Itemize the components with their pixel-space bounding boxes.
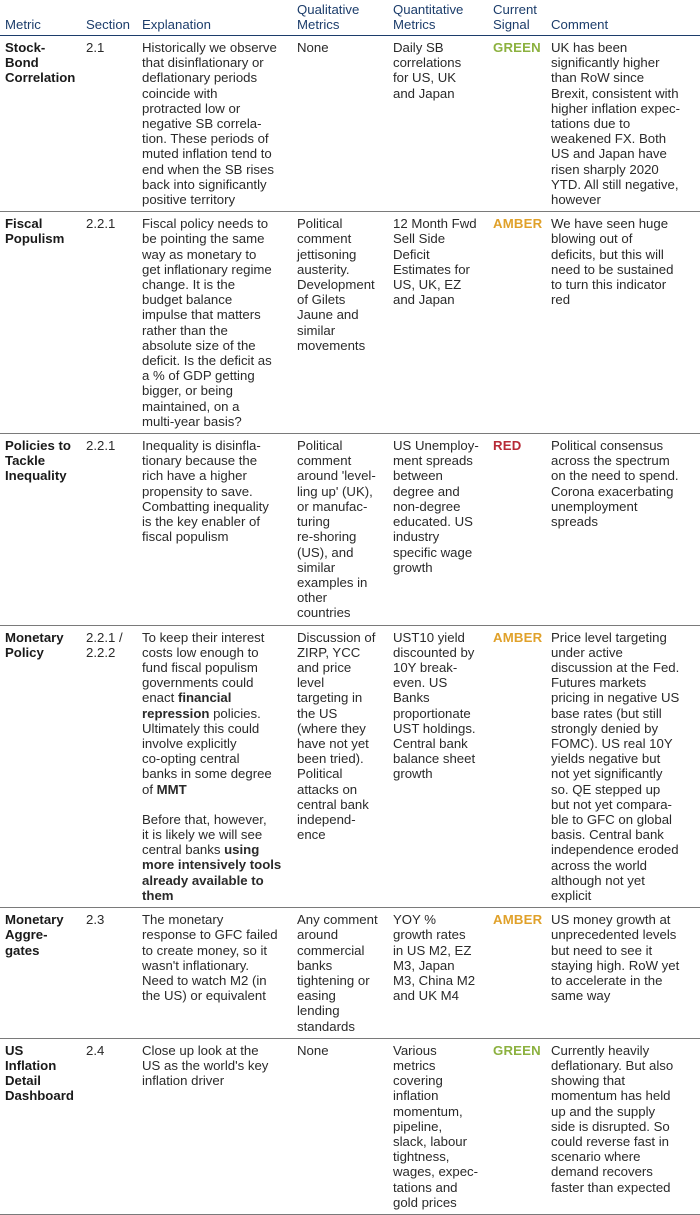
signal-cell: AMBER (488, 212, 546, 434)
explanation-cell: Inequality is disinfla- tionary because the rich have a higher propensity to save. Combatting inequality is the key enabler of fiscal populism (137, 434, 292, 625)
metric-cell: US Inflation Detail Dashboard (0, 1038, 81, 1214)
signal-cell: RED (488, 434, 546, 625)
comment-cell: Currently heavily deflationary. But also showing that momentum has held up and the supply side is disrupted. So could reverse fast in scenario where demand recovers faster than expected (546, 1038, 700, 1214)
metric-cell: Monetary Policy (0, 625, 81, 908)
quantitative-cell: YOY % growth rates in US M2, EZ M3, Japan M3, China M2 and UK M4 (388, 908, 488, 1039)
comment-cell: We have seen huge blowing out of deficits, but this will need to be sustained to turn this indicator red (546, 212, 700, 434)
table-row (0, 625, 700, 908)
section-cell: 2.2.1 (81, 212, 137, 434)
metric-cell: Policies to Tackle Inequality (0, 434, 81, 625)
quantitative-cell: UST10 yield discounted by 10Y break- even. US Banks proportionate UST holdings. Central bank balance sheet growth (388, 625, 488, 908)
section-cell: 2.1 (81, 36, 137, 212)
metric-cell: Monetary Aggre- gates (0, 908, 81, 1039)
signal-cell: GREEN (488, 36, 546, 212)
quantitative-cell: Various metrics covering inflation momentum, pipeline, slack, labour tightness, wages, expec- tations and gold prices (388, 1038, 488, 1214)
qualitative-cell: Discussion of ZIRP, YCC and price level targeting in the US (where they have not yet been tried). Political attacks on central bank independ- ence (292, 625, 388, 908)
quantitative-cell: 12 Month Fwd Sell Side Deficit Estimates for US, UK, EZ and Japan (388, 212, 488, 434)
explanation-paragraph (142, 812, 290, 903)
header-section: Section (81, 0, 137, 36)
quantitative-cell: Daily SB correlations for US, UK and Japan (388, 36, 488, 212)
header-quantitative-metrics: Quantitative Metrics (388, 0, 488, 36)
quantitative-cell: US Unemploy- ment spreads between degree and non-degree educated. US industry specific wage growth (388, 434, 488, 625)
text: To keep their interest costs low enough to fund fiscal populism governments could enact (142, 629, 265, 706)
explanation-cell (137, 625, 292, 908)
qualitative-cell: Political comment around 'level- ling up' (UK), or manufac- turing re-shoring (US), and similar examples in other countries (292, 434, 388, 625)
explanation-cell: Historically we observe that disinflationary or deflationary periods coincide with protracted low or negative SB correla- tion. These periods of muted inflation tend to end when the SB rises back into significantly positive territory (137, 36, 292, 212)
explanation-paragraph (142, 630, 290, 797)
header-qualitative-metrics: Qualitative Metrics (292, 0, 388, 36)
text: policies. Ultimately this could involve explicitly co-opting central banks in some degree of (142, 705, 272, 797)
header-current-signal: Current Signal (488, 0, 546, 36)
table-row (0, 212, 700, 434)
bold-text: using more intensively tools already available to them (142, 842, 282, 903)
table-row (0, 434, 700, 625)
comment-cell: Price level targeting under active discussion at the Fed. Futures markets pricing in negative US base rates (but still strongly denied by FOMC). US real 10Y yields negative but not yet significantly so. QE stepped up but not yet compara- ble to GFC on global basis. Central bank independence eroded across the world although not yet explicit (546, 625, 700, 908)
bold-text: MMT (156, 781, 187, 797)
header-explanation: Explanation (137, 0, 292, 36)
explanation-cell: Fiscal policy needs to be pointing the same way as monetary to get inflationary regime change. It is the budget balance impulse that matters rather than the absolute size of the deficit. Is the deficit as a % of GDP getting bigger, or being maintained, on a multi-year basis? (137, 212, 292, 434)
metric-cell: Stock- Bond Correlation (0, 36, 81, 212)
header-row (0, 0, 700, 36)
qualitative-cell: None (292, 36, 388, 212)
header-metric: Metric (0, 0, 81, 36)
signal-cell: GREEN (488, 1038, 546, 1214)
qualitative-cell: Political comment jettisoning austerity. Development of Gilets Jaune and similar movements (292, 212, 388, 434)
signal-cell: AMBER (488, 908, 546, 1039)
table-row (0, 1038, 700, 1214)
section-cell: 2.2.1 (81, 434, 137, 625)
comment-cell: Political consensus across the spectrum on the need to spend. Corona exacerbating unemployment spreads (546, 434, 700, 625)
bold-text: financial repression (142, 690, 232, 721)
explanation-cell: Close up look at the US as the world's key inflation driver (137, 1038, 292, 1214)
section-cell: 2.3 (81, 908, 137, 1039)
comment-cell: UK has been significantly higher than RoW since Brexit, consistent with higher inflation expec- tations due to weakened FX. Both US and Japan have risen sharply 2020 YTD. All still negative, however (546, 36, 700, 212)
qualitative-cell: None (292, 1038, 388, 1214)
text: Before that, however, it is likely we will see central banks (142, 811, 267, 858)
table-row (0, 36, 700, 212)
qualitative-cell: Any comment around commercial banks tightening or easing lending standards (292, 908, 388, 1039)
section-cell: 2.4 (81, 1038, 137, 1214)
table-row (0, 908, 700, 1039)
signal-cell: AMBER (488, 625, 546, 908)
section-cell: 2.2.1 / 2.2.2 (81, 625, 137, 908)
header-comment: Comment (546, 0, 700, 36)
explanation-cell: The monetary response to GFC failed to create money, so it wasn't inflationary. Need to watch M2 (in the US) or equivalent (137, 908, 292, 1039)
comment-cell: US money growth at unprecedented levels but need to see it staying high. RoW yet to accelerate in the same way (546, 908, 700, 1039)
metric-cell: Fiscal Populism (0, 212, 81, 434)
